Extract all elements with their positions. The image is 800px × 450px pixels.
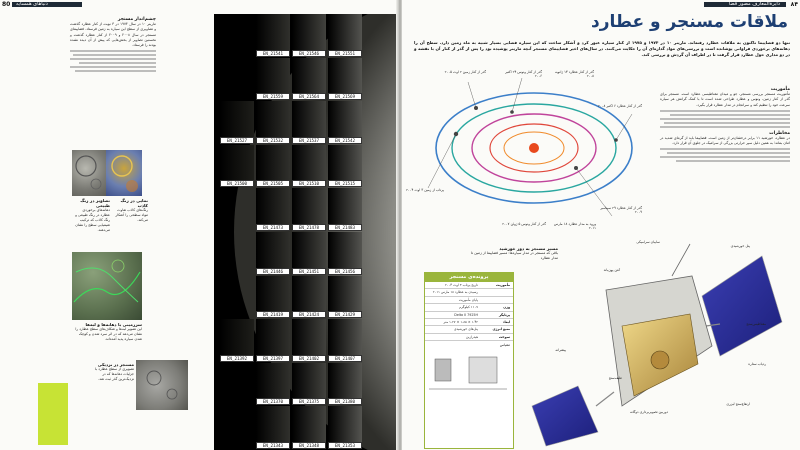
frame-label: EN_21532 xyxy=(256,137,290,144)
mosaic-frame xyxy=(256,14,290,57)
mosaic-frame xyxy=(292,14,326,57)
mosaic-frame xyxy=(256,276,290,319)
frame-label: EN_21559 xyxy=(256,93,290,100)
infobox-rows xyxy=(425,282,513,341)
page-title: ملاقات مسنجر و عطارد xyxy=(590,12,788,32)
mosaic-frame xyxy=(292,145,326,188)
label-solar-panel: پنل خورشیدی xyxy=(730,244,750,248)
label-star-tracker: ردیاب ستاره xyxy=(748,362,766,366)
mosaic-strip xyxy=(214,14,398,450)
solar-panel-right xyxy=(702,256,782,356)
infobox-row xyxy=(425,297,513,304)
infobox-row xyxy=(425,289,513,296)
mosaic-frame xyxy=(292,188,326,231)
label-venus-flyby-1: گذر از کنار ونوس ۲۴ اکتبر ۲۰۰۶ xyxy=(505,70,542,79)
frame-label: EN_21392 xyxy=(220,355,254,362)
left-page-header xyxy=(0,0,398,9)
infobox-row xyxy=(425,319,513,326)
infobox-title: پرونده‌ی مسنجر xyxy=(425,273,513,282)
mosaic-frame xyxy=(220,319,254,362)
mosaic-frame xyxy=(256,363,290,406)
mosaic-frame xyxy=(292,406,326,449)
left-column-text: مارینر ۱۰ در سال ۱۹۷۴ در ۳ نوبت از کنار عطارد گذشت و تصاویری از سطح این سیاره به زمین فرستاد. فضاپیمای مسنجر در سال ۲۰۰۸ و ۲۰۰۹ از کنار عطارد گذشت و نخستین تصاویر از بخش‌هایی که پیش از آن دیده نشده بودند را فرستاد. xyxy=(70,22,156,48)
label-camera: دوربین تصویربرداری دوگانه xyxy=(629,410,668,414)
frame-label: EN_21419 xyxy=(256,311,290,318)
right-section-title: دایرةالمعارف مصور فضا xyxy=(728,1,780,7)
messenger-spacecraft-illustration xyxy=(522,236,800,450)
left-section-title: دنیاهای همسایه xyxy=(16,1,48,7)
label-spectrometer: طیف‌سنج xyxy=(608,376,622,380)
close-up-photo xyxy=(136,360,188,410)
label-sunshade: سایبان سرامیکی xyxy=(636,240,660,244)
label-orbit-insertion: ورود به مدار عطارد ۱۸ مارس ۲۰۱۱ xyxy=(553,222,596,231)
caption-natural-color: تصاویر در رنگ طبیعی دهانه‌های برخوردی عطارد در رنگ طبیعی و رنگ کاذب که ترکیب شیمیایی سطح را نشان می‌دهند. xyxy=(75,198,110,232)
mosaic-frame xyxy=(256,232,290,275)
label-magnetometer: مغناطیس‌سنج xyxy=(746,322,766,326)
mosaic-frame xyxy=(292,319,326,362)
infobox-value: ۱۱۰۷ کیلوگرم xyxy=(459,305,478,310)
left-text-column xyxy=(70,14,156,74)
mosaic-frame xyxy=(292,58,326,101)
frame-label: EN_21451 xyxy=(292,268,326,275)
mission-infobox xyxy=(424,272,514,449)
hazards-heading: مخاطرات xyxy=(769,130,790,136)
right-page-number: ۸۴ xyxy=(790,1,798,8)
lead-paragraph: تنها دو فضاپیما تاکنون به ملاقات عطارد رفته‌اند. مارینر ۱۰ در ۱۹۷۴ و ۱۹۷۵ از کنار سیاره عبور کرد و آشکار ساخت که این سیاره فضایی بسیار شبیه به ماه زمین دارد. سطح آن را دهانه‌های برخوردی فراوانی پوشانده است و بررسی‌های مواد گدازه‌ای آن را حکایت می‌کنند. در سال‌های اخیر فضاپیمای مسنجر آنچه مارینر پوشیده بود را پس از گذر از کنار آن با نقشه و در دو مداری حول عطارد قرار گرفت تا در اطراف آن گردش و بررسی کند. xyxy=(414,40,790,57)
infobox-row xyxy=(425,334,513,341)
infobox-value: رسیدن به عطارد ۱۸ مارس ۲۰۱۱ xyxy=(432,290,478,295)
frame-label: EN_21473 xyxy=(256,224,290,231)
frame-label: EN_21353 xyxy=(328,442,362,449)
frame-label: EN_21478 xyxy=(292,224,326,231)
magnetometer-boom-icon xyxy=(672,244,690,276)
frame-label: EN_21429 xyxy=(328,311,362,318)
infobox-value: هیدرازین xyxy=(466,334,478,339)
mission-column xyxy=(660,84,790,164)
infobox-value: تاریخ پرتاب ۳ اوت ۲۰۰۴ xyxy=(444,283,478,287)
caption-terrain: سرزمینی با دهانه‌ها و لبه‌ها این تصویر لبه‌ها و شکاف‌های سطح عطارد را نشان می‌دهد که در اثر سرد شدن و کوچک شدن سیاره پدید آمده‌اند. xyxy=(75,322,142,341)
infobox-key: سوخت xyxy=(498,334,510,339)
solar-panel-left xyxy=(532,386,598,446)
frame-label: EN_21375 xyxy=(292,398,326,405)
mission-text: مأموریت مسنجر بررسی مسنجر، جو و میدان مغناطیسی عطارد است. مسنجر برای گذر از کنار زمین، ونوس و عطارد طراحی شده است تا با کمک گرانش هر سیاره سرعت خود را تنظیم کند و سرانجام در مدار عطارد قرار بگیرد. xyxy=(660,92,790,107)
frame-label: EN_21515 xyxy=(328,180,362,187)
frame-label: EN_21370 xyxy=(256,398,290,405)
label-mercury-flyby-2: گذر از کنار عطارد ۶ اکتبر ۲۰۰۸ xyxy=(598,104,642,108)
mosaic-frame xyxy=(328,14,362,57)
frame-label: EN_21424 xyxy=(292,311,326,318)
mosaic-frame xyxy=(292,101,326,144)
crater-illustration-2 xyxy=(106,150,142,196)
label-mercury-flyby-1: گذر از کنار عطارد ۱۴ ژانویه ۲۰۰۸ xyxy=(555,70,594,79)
frame-label: EN_21380 xyxy=(328,398,362,405)
mosaic-frame xyxy=(328,232,362,275)
infobox-key xyxy=(478,298,510,302)
mosaic-frame xyxy=(328,145,362,188)
infobox-key: مأموریت xyxy=(495,283,510,287)
left-page xyxy=(0,0,398,450)
mosaic-frame xyxy=(328,363,362,406)
label-antenna: آنتن پهن‌باند xyxy=(603,268,620,272)
mosaic-frame xyxy=(256,188,290,231)
mosaic-frame xyxy=(256,319,290,362)
infobox-value: پنل‌های خورشیدی xyxy=(453,327,478,332)
mosaic-frame xyxy=(328,319,362,362)
thruster-icon xyxy=(651,351,669,369)
label-mercury-flyby-3: گذر از کنار عطارد ۲۹ سپتامبر ۲۰۰۹ xyxy=(600,206,642,215)
caption-close-up: مسنجر در نزدیکی تصویری از سطح عطارد با جزئیات دهانه‌ها که در نزدیک‌ترین گذر ثبت شد. xyxy=(95,362,134,381)
frame-label: EN_21402 xyxy=(292,355,326,362)
infobox-row xyxy=(425,312,513,319)
mosaic-frame xyxy=(256,58,290,101)
hazards-text: در عطارد، خورشید ۱۱ برابر درخشان‌تر از زمین است. فضاپیما باید از گرمای شدید در امان بماند؛ به همین دلیل سپر حرارتی بزرگی از سرامیک در جلوی آن قرار دارد. xyxy=(660,136,790,146)
frame-label: EN_21569 xyxy=(328,93,362,100)
caption-false-color: نمایی در رنگ کاذب رنگ‌های کاذب تفاوت مواد سطحی را آشکار می‌کند. xyxy=(115,198,148,222)
infobox-row xyxy=(425,304,513,311)
infobox-key: ابعاد xyxy=(502,320,510,325)
right-page-header xyxy=(402,0,800,9)
mosaic-frame xyxy=(328,58,362,101)
mosaic-frame xyxy=(292,276,326,319)
label-earth-flyby: گذر از کنار زمین ۲ اوت ۲۰۰۵ xyxy=(444,70,486,74)
caption-orbit-legend: مسیر مسنجر به دور خورشید باقی که مسنجر در مدار سیاره‌ها: مسیر فضاپیما از زمین تا مدار عطارد xyxy=(471,246,558,260)
frame-label: EN_21500 xyxy=(220,180,254,187)
terrain-ridges-photo xyxy=(72,252,142,320)
frame-label: EN_21456 xyxy=(328,268,362,275)
frame-label: EN_21527 xyxy=(220,137,254,144)
mosaic-frame xyxy=(328,188,362,231)
frame-label: EN_21542 xyxy=(328,137,362,144)
mosaic-frame xyxy=(328,276,362,319)
terrain-illustration xyxy=(72,252,142,320)
frame-label: EN_21537 xyxy=(292,137,326,144)
mosaic-frame xyxy=(328,101,362,144)
crater-photo-false-color xyxy=(106,150,142,196)
infobox-diagram-label: مقیاس xyxy=(499,343,510,348)
crater-illustration-1 xyxy=(72,150,106,196)
mosaic-frame xyxy=(256,101,290,144)
frame-label: EN_21541 xyxy=(256,50,290,57)
frame-label: EN_21546 xyxy=(292,50,326,57)
frame-label: EN_21397 xyxy=(256,355,290,362)
mosaic-frame xyxy=(292,363,326,406)
mission-heading: مأموریت xyxy=(770,87,790,92)
infobox-key xyxy=(478,290,510,294)
frame-label: EN_21483 xyxy=(328,224,362,231)
frame-label: EN_21407 xyxy=(328,355,362,362)
infobox-row xyxy=(425,326,513,333)
sun-icon xyxy=(529,143,539,153)
close-up-illustration xyxy=(136,360,188,410)
frame-label: EN_21510 xyxy=(292,180,326,187)
infobox-key: وزن xyxy=(503,305,510,310)
frame-label: EN_21551 xyxy=(328,50,362,57)
green-highlight-box xyxy=(38,383,68,445)
left-page-number: 80 xyxy=(2,1,11,8)
label-launch: پرتاب از زمین ۳ اوت ۲۰۰۴ xyxy=(406,188,444,192)
mosaic-frame xyxy=(220,145,254,188)
mosaic-frame xyxy=(256,145,290,188)
scale-diagram xyxy=(425,349,511,395)
frame-label: EN_21505 xyxy=(256,180,290,187)
mosaic-frame xyxy=(220,101,254,144)
frame-label: EN_21564 xyxy=(292,93,326,100)
label-venus-flyby-2: گذر از کنار ونوس ۵ ژوئن ۲۰۰۷ xyxy=(502,222,546,226)
crater-photo-natural xyxy=(72,150,106,196)
infobox-value: Delta II 7925H xyxy=(454,312,478,317)
infobox-value: پایان مأموریت xyxy=(458,297,478,302)
label-laser: ارتفاع‌سنج لیزری xyxy=(726,402,750,406)
mosaic-frame xyxy=(328,406,362,449)
left-column-heading: چشم‌انداز مسنجر xyxy=(117,17,156,22)
frame-label: EN_21446 xyxy=(256,268,290,275)
mosaic-frame xyxy=(292,232,326,275)
label-thruster: پیشرانه xyxy=(555,348,566,352)
infobox-key: منبع انرژی xyxy=(492,327,510,332)
infobox-value: ۱.۴۲ × ۱.۸۵ × ۱.۲۷ متر xyxy=(443,320,478,325)
infobox-row xyxy=(425,282,513,289)
frame-label: EN_21343 xyxy=(256,442,290,449)
frame-label: EN_21348 xyxy=(292,442,326,449)
mosaic-frame xyxy=(256,406,290,449)
right-page xyxy=(402,0,800,450)
infobox-key: پرتابگر xyxy=(499,312,510,317)
